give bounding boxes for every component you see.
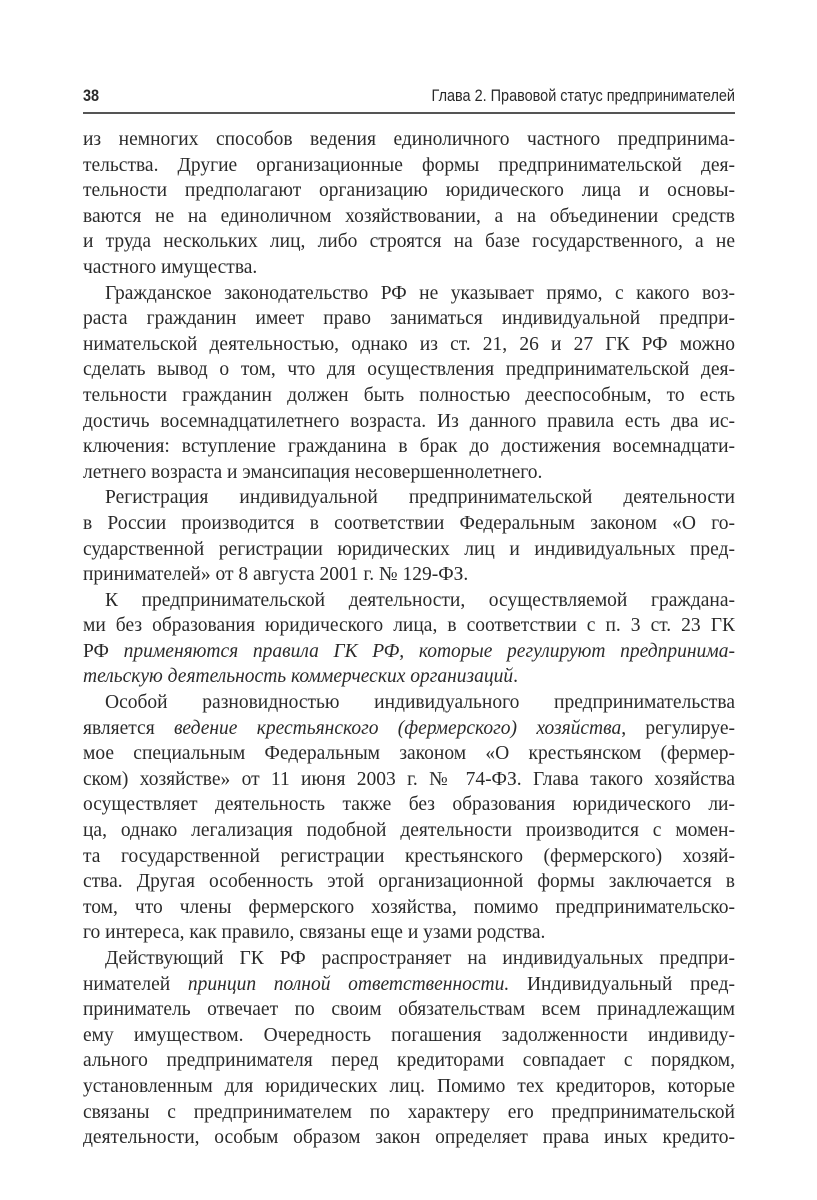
text-line [83,204,735,230]
text: из немногих способов ведения единоличного частного предпринима- [83,129,735,150]
body-text [83,127,735,1151]
text: связаны с предпринимателем по характеру его предпринимательской [83,1101,735,1123]
paragraph [83,127,735,281]
text: Гражданское законодательство РФ не указывает прямо, с какого воз- [105,282,735,304]
text-line [83,537,735,563]
text: К предпринимательской деятельности, осуществляемой граждана- [105,589,735,611]
paragraph [83,281,735,486]
italic-text: принцип полной ответственности. [187,973,510,995]
text: ца, однако легализация подобной деятельности производится с момен- [83,820,735,842]
text-line [83,281,735,307]
text: и труда нескольких лиц, либо строятся на базе государственного, а не [83,231,735,253]
text-line [83,332,735,358]
text: ваются не на единоличном хозяйствовании, а на объединении средств [83,205,735,227]
text: принимателей» от 8 августа 2001 г. № 129-ФЗ. [83,564,469,586]
text: достичь восемнадцатилетнего возраста. Из данного правила есть два ис- [83,410,735,432]
text-line [83,1100,735,1126]
text: ему имуществом. Очередность погашения задолженности индивиду- [83,1024,735,1046]
text: нимательской деятельностью, однако из ст. 21, 26 и 27 ГК РФ можно [83,333,735,355]
text: Особой разновидностью индивидуального предпринимательства [105,692,735,714]
paragraph [83,946,735,1151]
text-line [83,229,735,255]
italic-text: ведение крестьянского (фермерского) хозяйства [173,717,622,739]
text-line [83,357,735,383]
text: установленным для юридических лиц. Помимо тех кредиторов, которые [83,1075,735,1097]
text: нимателей [83,973,188,995]
text-line [83,741,735,767]
italic-text: применяются правила ГК РФ, которые регулируют предпринима- [123,640,735,662]
text: деятельности, особым образом закон определяет права иных кредито- [83,1127,735,1149]
text: тельности предполагают организацию юридического лица и основы- [83,180,735,202]
text-line [83,664,735,690]
text-line [83,639,735,665]
text: го интереса, как правило, связаны еще и узами родства. [83,922,546,944]
text: ключения: вступление гражданина в брак до достижения восемнадцати- [83,436,735,458]
paragraph [83,588,735,690]
chapter-title: Глава 2. Правовой статус предпринимателей [431,86,735,105]
text: частного имущества. [83,256,258,278]
text: , регулируе- [621,717,735,739]
text-line [83,153,735,179]
paragraph [83,485,735,587]
italic-text: тельскую деятельность коммерческих организаций [83,666,514,688]
text-line [83,434,735,460]
text-line [83,895,735,921]
text-line [83,844,735,870]
text-line [83,127,735,153]
text-line [83,485,735,511]
text: сударственной регистрации юридических лиц и индивидуальных пред- [83,538,735,560]
text: ми без образования юридического лица, в соответствии с п. 3 ст. 23 ГК [83,615,735,637]
text: является [83,717,174,739]
text-line [83,383,735,409]
text: приниматель отвечает по своим обязательствам всем принадлежащим [83,999,735,1021]
text: тельства. Другие организационные формы предпринимательской дея- [83,154,735,176]
text: летнего возраста и эмансипация несовершеннолетнего. [83,461,543,483]
text: РФ [83,640,124,662]
text: сделать вывод о том, что для осуществления предпринимательской дея- [83,359,735,381]
text-line [83,613,735,639]
text-line [83,869,735,895]
text: том, что члены фермерского хозяйства, помимо предпринимательско- [83,896,735,918]
text: мое специальным Федеральным законом «О крестьянском (фермер- [83,743,735,765]
text: Регистрация индивидуальной предпринимательской деятельности [105,487,735,509]
paragraph [83,690,735,946]
text-line [83,792,735,818]
text-line [83,409,735,435]
running-header [83,84,735,114]
text: тельности гражданин должен быть полностью дееспособным, то есть [83,384,735,406]
text-line [83,511,735,537]
text-line [83,460,735,486]
text: в России производится в соответствии Федеральным законом «О го- [83,512,735,534]
page-number: 38 [83,86,100,105]
text-line [83,690,735,716]
text: ском) хозяйстве» от 11 июня 2003 г. № 74-ФЗ. Глава такого хозяйства [83,768,735,790]
text: та государственной регистрации крестьянского (фермерского) хозяй- [83,845,735,867]
text-line [83,562,735,588]
text-line [83,306,735,332]
text: осуществляет деятельность также без образования юридического ли- [83,794,735,816]
text-line [83,255,735,281]
text-line [83,716,735,742]
text: ального предпринимателя перед кредиторами совпадает с порядком, [83,1050,735,1072]
text-line [83,1048,735,1074]
text-line [83,1125,735,1151]
text-line [83,178,735,204]
text-line [83,588,735,614]
text: раста гражданин имеет право заниматься индивидуальной предпри- [83,308,735,330]
text: ства. Другая особенность этой организационной формы заключается в [83,871,735,893]
text: Действующий ГК РФ распространяет на индивидуальных предпри- [105,948,735,969]
text-line [83,997,735,1023]
text-line [83,920,735,946]
text: Индивидуальный пред- [509,973,735,995]
text-line [83,946,735,972]
text-line [83,972,735,998]
text-line [83,767,735,793]
text-line [83,818,735,844]
text-line [83,1023,735,1049]
text-line [83,1074,735,1100]
text: . [513,666,518,688]
